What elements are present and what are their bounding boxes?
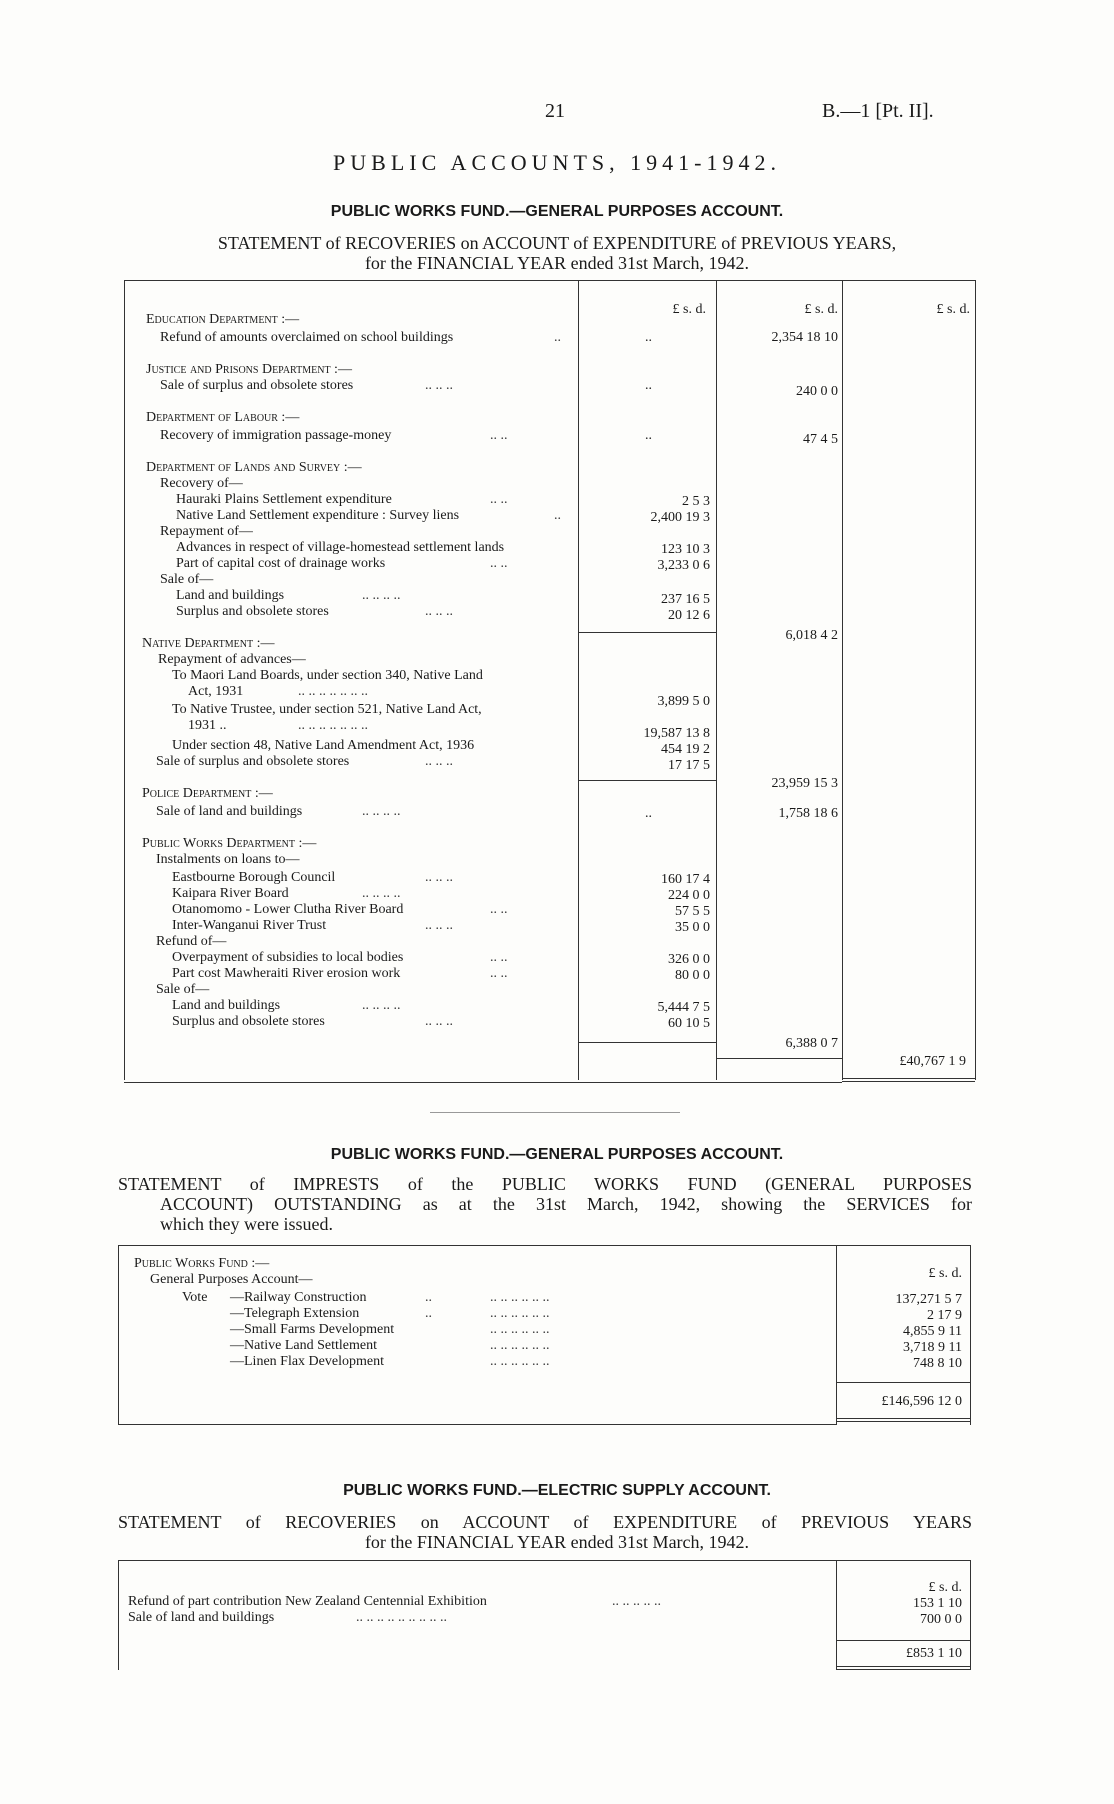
table-bottom-rule — [124, 1082, 842, 1083]
column-header-3: £ s. d. — [936, 302, 970, 317]
amount: 2 17 9 — [927, 1308, 962, 1323]
vote-item: —Telegraph Extension — [230, 1306, 360, 1321]
total-rule — [836, 1666, 970, 1667]
amount: .. — [645, 428, 652, 443]
table-left-rule — [118, 1560, 119, 1670]
subtotal-amount: 6,388 0 7 — [785, 1036, 838, 1051]
subtotal-amount: 6,018 4 2 — [785, 628, 838, 643]
leader-dots: .. — [554, 508, 561, 523]
leader-dots: .. .. .. .. .. .. .. — [298, 718, 368, 733]
line-item: Part of capital cost of drainage works — [176, 556, 386, 571]
sub-heading: Recovery of— — [160, 476, 243, 491]
sub-heading: Instalments on loans to— — [156, 852, 300, 867]
leader-dots: .. .. .. .. .. .. — [490, 1306, 550, 1321]
section-heading-imprests: PUBLIC WORKS FUND.—GENERAL PURPOSES ACCOUNT. — [330, 1146, 784, 1163]
leader-dots: .. .. .. .. .. .. — [490, 1322, 550, 1337]
leader-dots: .. .. .. — [425, 754, 453, 769]
subtotal-rule — [578, 780, 716, 781]
department-heading: Education Department :— — [146, 312, 300, 327]
vote-item: —Railway Construction — [230, 1290, 367, 1305]
subtotal-rule — [716, 1058, 842, 1059]
statement-line-3: which they were issued. — [160, 1214, 333, 1234]
column-rule — [836, 1245, 837, 1425]
table-top-rule — [118, 1245, 970, 1246]
line-item: 1931 .. — [188, 718, 227, 733]
amount: 160 17 4 — [661, 872, 710, 887]
department-heading: Department of Labour :— — [146, 410, 300, 425]
statement-line-2: for the FINANCIAL YEAR ended 31st March, 1942. — [364, 253, 750, 273]
amount: 2,354 18 10 — [771, 330, 838, 345]
table-left-rule — [124, 280, 125, 1080]
amount: 3,233 0 6 — [657, 558, 710, 573]
leader-dots: .. — [554, 330, 561, 345]
column-rule — [975, 280, 976, 1080]
total-rule — [836, 1418, 970, 1419]
vote-item: —Linen Flax Development — [230, 1354, 384, 1369]
leader-dots: .. — [425, 1306, 432, 1321]
amount: 237 16 5 — [661, 592, 710, 607]
column-rule — [836, 1560, 837, 1670]
line-item: Sale of surplus and obsolete stores — [156, 754, 350, 769]
subtotal-amount: 23,959 15 3 — [771, 776, 838, 791]
leader-dots: .. .. .. — [425, 870, 453, 885]
line-item: Sale of surplus and obsolete stores — [160, 378, 354, 393]
table-bottom-rule — [118, 1424, 836, 1425]
leader-dots: .. .. .. .. .. .. — [490, 1338, 550, 1353]
line-item: Overpayment of subsidies to local bodies — [172, 950, 404, 965]
vote-item: —Small Farms Development — [230, 1322, 395, 1337]
leader-dots: .. .. .. — [425, 378, 453, 393]
line-item: Otanomomo - Lower Clutha River Board — [172, 902, 404, 917]
amount: 35 0 0 — [675, 920, 710, 935]
page-number: 21 — [545, 100, 565, 122]
leader-dots: .. .. .. .. .. — [612, 1594, 661, 1609]
leader-dots: .. .. .. .. — [362, 804, 401, 819]
department-heading: Department of Lands and Survey :— — [146, 460, 362, 475]
subtotal-rule — [836, 1382, 970, 1383]
total-rule — [836, 1421, 970, 1422]
sub-heading: Refund of— — [156, 934, 227, 949]
total-amount: £146,596 12 0 — [881, 1394, 962, 1409]
sub-heading: Sale of— — [160, 572, 214, 587]
leader-dots: .. .. — [490, 428, 508, 443]
sub-heading: Repayment of advances— — [158, 652, 306, 667]
grand-total-amount: £40,767 1 9 — [899, 1054, 966, 1069]
statement-line-2: for the FINANCIAL YEAR ended 31st March, 1942. — [364, 1532, 750, 1552]
leader-dots: .. .. .. .. .. .. .. — [298, 684, 368, 699]
line-item: Land and buildings — [172, 998, 281, 1013]
column-header: £ s. d. — [928, 1266, 962, 1281]
column-header-1: £ s. d. — [672, 302, 706, 317]
amount: 3,899 5 0 — [657, 694, 710, 709]
line-item: Surplus and obsolete stores — [176, 604, 329, 619]
amount: 4,855 9 11 — [903, 1324, 962, 1339]
amount: 700 0 0 — [920, 1612, 962, 1627]
column-rule — [970, 1560, 971, 1670]
account-heading: General Purposes Account— — [150, 1272, 313, 1287]
total-rule — [842, 1078, 975, 1079]
column-rule — [578, 280, 579, 1080]
amount: 17 17 5 — [668, 758, 710, 773]
amount: 20 12 6 — [668, 608, 710, 623]
table-left-rule — [118, 1245, 119, 1425]
total-amount: £853 1 10 — [906, 1646, 962, 1661]
column-rule — [842, 280, 843, 1080]
leader-dots: .. .. .. .. .. .. .. .. .. — [356, 1610, 447, 1625]
sub-heading: Sale of— — [156, 982, 210, 997]
department-heading: Police Department :— — [142, 786, 273, 801]
line-item: Surplus and obsolete stores — [172, 1014, 325, 1029]
line-item: Land and buildings — [176, 588, 285, 603]
page-title: PUBLIC ACCOUNTS, 1941-1942. — [333, 150, 781, 175]
column-rule — [716, 280, 717, 1080]
line-item: Sale of land and buildings — [128, 1610, 275, 1625]
leader-dots: .. .. .. — [425, 604, 453, 619]
department-heading: Justice and Prisons Department :— — [146, 362, 352, 377]
statement-line-1: STATEMENT of RECOVERIES on ACCOUNT of EXPENDITURE of PREVIOUS YEARS — [118, 1512, 972, 1532]
line-item: Refund of part contribution New Zealand Centennial Exhibition — [128, 1594, 487, 1609]
amount: .. — [645, 806, 652, 821]
table-top-rule — [118, 1560, 970, 1561]
line-item: Recovery of immigration passage-money — [160, 428, 392, 443]
leader-dots: .. .. .. .. — [362, 886, 401, 901]
leader-dots: .. .. — [490, 902, 508, 917]
leader-dots: .. .. — [490, 556, 508, 571]
column-rule — [970, 1245, 971, 1425]
total-rule — [836, 1669, 970, 1670]
statement-line-1: STATEMENT of IMPRESTS of the PUBLIC WORKS FUND (GENERAL PURPOSES — [118, 1174, 972, 1194]
amount: 2 5 3 — [682, 494, 710, 509]
column-header-2: £ s. d. — [804, 302, 838, 317]
amount: 748 8 10 — [913, 1356, 962, 1371]
leader-dots: .. .. .. — [425, 918, 453, 933]
amount: 240 0 0 — [796, 384, 838, 399]
amount: .. — [645, 330, 652, 345]
vote-item: —Native Land Settlement — [230, 1338, 377, 1353]
statement-line-2: ACCOUNT) OUTSTANDING as at the 31st March, 1942, showing the SERVICES for — [160, 1194, 972, 1214]
section-divider — [430, 1112, 680, 1113]
amount: 80 0 0 — [675, 968, 710, 983]
line-item: To Maori Land Boards, under section 340, Native Land — [172, 668, 483, 683]
subtotal-rule — [578, 1042, 716, 1043]
subtotal-rule — [578, 632, 716, 633]
amount: 454 19 2 — [661, 742, 710, 757]
amount: 224 0 0 — [668, 888, 710, 903]
leader-dots: .. .. — [490, 950, 508, 965]
line-item: Act, 1931 — [188, 684, 244, 699]
amount: 5,444 7 5 — [657, 1000, 710, 1015]
amount: 19,587 13 8 — [643, 726, 710, 741]
amount: 47 4 5 — [803, 432, 838, 447]
line-item: Refund of amounts overclaimed on school buildings — [160, 330, 454, 345]
vote-label: Vote — [182, 1290, 208, 1305]
line-item: Sale of land and buildings — [156, 804, 303, 819]
leader-dots: .. — [425, 1290, 432, 1305]
leader-dots: .. .. .. .. — [362, 998, 401, 1013]
line-item: Part cost Mawheraiti River erosion work — [172, 966, 401, 981]
document-reference: B.—1 [Pt. II]. — [822, 100, 934, 122]
line-item: Inter-Wanganui River Trust — [172, 918, 327, 933]
department-heading: Native Department :— — [142, 636, 275, 651]
sub-heading: Repayment of— — [160, 524, 253, 539]
leader-dots: .. .. .. .. .. .. — [490, 1290, 550, 1305]
section-heading-electric-supply: PUBLIC WORKS FUND.—ELECTRIC SUPPLY ACCOUNT. — [343, 1482, 771, 1499]
line-item: Advances in respect of village-homestead settlement lands — [176, 540, 505, 555]
amount: 3,718 9 11 — [903, 1340, 962, 1355]
subtotal-rule — [836, 1640, 970, 1641]
amount: 123 10 3 — [661, 542, 710, 557]
line-item: Under section 48, Native Land Amendment Act, 1936 — [172, 738, 475, 753]
line-item: Eastbourne Borough Council — [172, 870, 336, 885]
statement-line-1: STATEMENT of RECOVERIES on ACCOUNT of EXPENDITURE of PREVIOUS YEARS, — [217, 233, 897, 253]
section-heading-general-purposes-recoveries: PUBLIC WORKS FUND.—GENERAL PURPOSES ACCOUNT. — [330, 203, 784, 220]
leader-dots: .. .. .. — [425, 1014, 453, 1029]
amount: 57 5 5 — [675, 904, 710, 919]
amount: 2,400 19 3 — [650, 510, 710, 525]
leader-dots: .. .. — [490, 966, 508, 981]
amount: 153 1 10 — [913, 1596, 962, 1611]
column-header: £ s. d. — [928, 1580, 962, 1595]
amount: 60 10 5 — [668, 1016, 710, 1031]
fund-heading: Public Works Fund :— — [134, 1256, 270, 1271]
total-rule — [842, 1081, 975, 1082]
department-heading: Public Works Department :— — [142, 836, 317, 851]
leader-dots: .. .. — [490, 492, 508, 507]
amount: 326 0 0 — [668, 952, 710, 967]
amount: .. — [645, 378, 652, 393]
table-top-rule — [124, 280, 976, 281]
line-item: Kaipara River Board — [172, 886, 289, 901]
line-item: Native Land Settlement expenditure : Survey liens — [176, 508, 460, 523]
leader-dots: .. .. .. .. .. .. — [490, 1354, 550, 1369]
leader-dots: .. .. .. .. — [362, 588, 401, 603]
line-item: To Native Trustee, under section 521, Native Land Act, — [172, 702, 482, 717]
amount: 1,758 18 6 — [778, 806, 838, 821]
line-item: Hauraki Plains Settlement expenditure — [176, 492, 392, 507]
amount: 137,271 5 7 — [895, 1292, 962, 1307]
